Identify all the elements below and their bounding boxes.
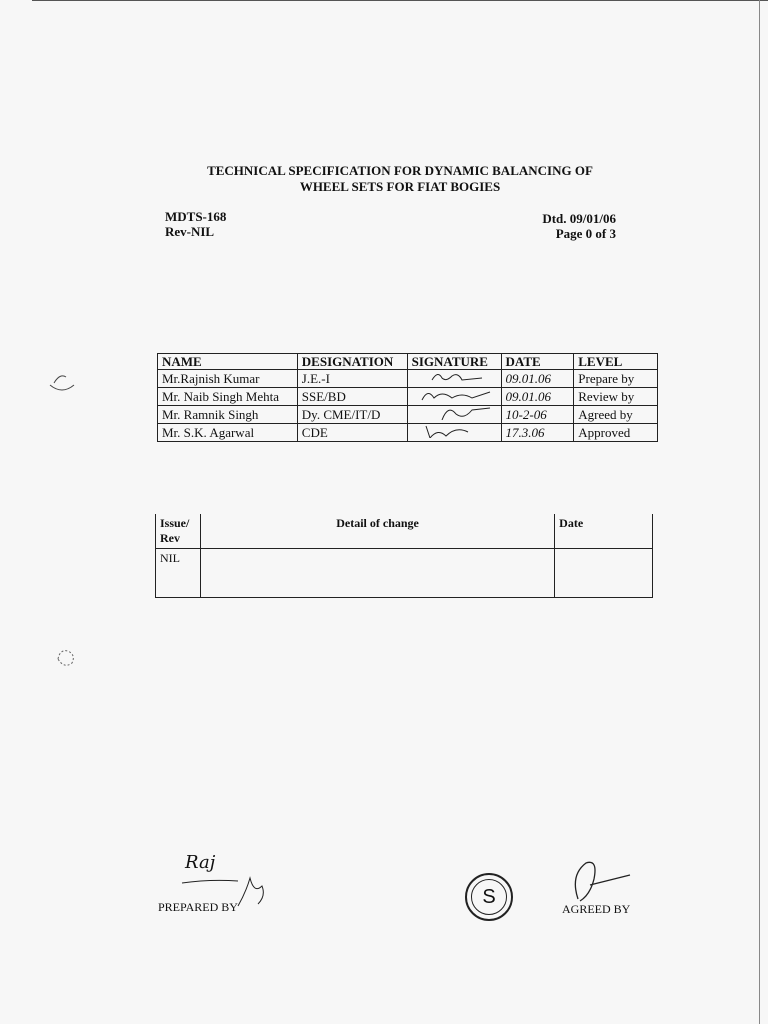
cell-name: Mr. Ramnik Singh — [158, 406, 298, 424]
header-designation: DESIGNATION — [297, 354, 407, 370]
header-name: NAME — [158, 354, 298, 370]
document-id-block — [165, 209, 226, 239]
cell-date: 10-2-06 — [501, 406, 574, 424]
table-row — [158, 388, 658, 406]
document-date-block — [480, 211, 616, 241]
table-row — [158, 424, 658, 442]
margin-scribble-mark — [50, 645, 80, 671]
stamp-seal — [465, 873, 513, 921]
handwritten-signature — [412, 370, 492, 384]
cell-designation: CDE — [297, 424, 407, 442]
document-date: Dtd. 09/01/06 — [542, 211, 616, 226]
page-indicator: Page 0 of 3 — [555, 226, 616, 241]
cell-level: Prepare by — [574, 370, 658, 388]
table-row — [158, 406, 658, 424]
cell-name: Mr. Naib Singh Mehta — [158, 388, 298, 406]
header-change-date: Date — [555, 514, 653, 549]
page-border-right — [759, 0, 760, 1024]
agreed-by-label: AGREED BY — [562, 902, 631, 916]
header-level: LEVEL — [574, 354, 658, 370]
approval-table-header — [158, 354, 658, 370]
margin-scribble-mark — [40, 365, 80, 395]
handwritten-signature — [412, 388, 492, 402]
title-line-1: TECHNICAL SPECIFICATION FOR DYNAMIC BALANCING OF — [207, 163, 593, 178]
cell-issue: NIL — [156, 549, 201, 598]
header-date: DATE — [501, 354, 574, 370]
handwritten-signature — [412, 424, 492, 438]
page-border-top — [32, 0, 768, 1]
revision-table — [155, 514, 653, 598]
cell-name: Mr. S.K. Agarwal — [158, 424, 298, 442]
header-signature: SIGNATURE — [407, 354, 501, 370]
cell-designation: J.E.-I — [297, 370, 407, 388]
cell-signature — [407, 388, 501, 406]
header-detail-of-change: Detail of change — [200, 514, 554, 549]
cell-signature — [407, 424, 501, 442]
title-line-2: WHEEL SETS FOR FIAT BOGIES — [299, 179, 501, 194]
cell-date: 09.01.06 — [501, 370, 574, 388]
stamp-letter: S — [482, 885, 496, 908]
cell-level: Approved — [574, 424, 658, 442]
prepared-initials-signature — [232, 872, 270, 912]
cell-name: Mr.Rajnish Kumar — [158, 370, 298, 388]
signature-underline — [180, 875, 240, 887]
cell-signature — [407, 370, 501, 388]
handwritten-signature — [412, 406, 492, 420]
header-issue-rev: Issue/ Rev — [156, 514, 201, 549]
cell-signature — [407, 406, 501, 424]
prepared-by-label: PREPARED BY — [158, 900, 238, 914]
cell-change-date — [555, 549, 653, 598]
approval-table — [157, 353, 658, 442]
cell-designation: SSE/BD — [297, 388, 407, 406]
table-row — [156, 549, 653, 598]
prepared-signature-text: Raj — [185, 852, 216, 873]
cell-date: 17.3.06 — [501, 424, 574, 442]
cell-designation: Dy. CME/IT/D — [297, 406, 407, 424]
document-number: MDTS-168 — [165, 209, 227, 224]
stamp-inner-ring — [471, 879, 507, 915]
table-row — [158, 370, 658, 388]
cell-date: 09.01.06 — [501, 388, 574, 406]
document-revision: Rev-NIL — [165, 224, 215, 239]
document-title — [150, 163, 650, 195]
revision-table-header — [156, 514, 653, 549]
cell-detail — [200, 549, 554, 598]
cell-level: Agreed by — [574, 406, 658, 424]
cell-level: Review by — [574, 388, 658, 406]
